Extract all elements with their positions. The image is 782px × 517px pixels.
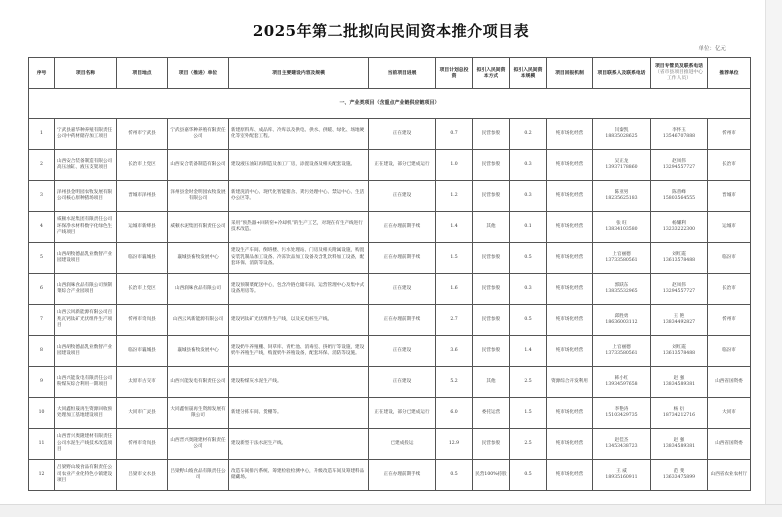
cell-investment: 1.2 bbox=[436, 181, 473, 212]
cell-method: 民营参股 bbox=[473, 305, 510, 336]
cell-seq: 4 bbox=[29, 212, 55, 243]
cell-manager bbox=[651, 305, 708, 336]
cell-name: 威顿水泥集团有限责任公司环保净水材料数字化绿色生产线项目 bbox=[55, 212, 117, 243]
cell-progress: 正在建设 bbox=[369, 274, 436, 305]
cell-return: 纯市场化经营 bbox=[547, 212, 593, 243]
cell-progress: 正在办理前期手续 bbox=[369, 305, 436, 336]
cell-scale: 1.4 bbox=[510, 336, 547, 367]
cell-content: 建设液压油缸再制造及加工厂房，添置设备及相关配套设施。 bbox=[229, 150, 369, 181]
cell-owner: 山西兴能发电有限责任公司 bbox=[168, 367, 229, 398]
cell-owner: 山西安合装备制造有限公司 bbox=[168, 150, 229, 181]
cell-location: 晋城市泽州县 bbox=[117, 181, 168, 212]
cell-location: 太原市古交市 bbox=[117, 367, 168, 398]
cell-location: 忻州市奇岚县 bbox=[117, 429, 168, 460]
table-row bbox=[29, 243, 751, 274]
manager-name: 杨耀利 bbox=[672, 220, 686, 226]
contact-phone: 13835532965 bbox=[605, 289, 638, 294]
cell-investment: 1.4 bbox=[436, 212, 473, 243]
cell-method: 民营参股 bbox=[473, 150, 510, 181]
cell-manager bbox=[651, 274, 708, 305]
contact-phone: 13733580561 bbox=[605, 258, 638, 263]
cell-progress: 正在建设 bbox=[369, 336, 436, 367]
cell-owner: 山西晋兴奥隆建材有限责任公司 bbox=[168, 429, 229, 460]
contact-phone: 15103429735 bbox=[605, 413, 638, 418]
cell-seq: 1 bbox=[29, 119, 55, 150]
cell-progress: 正在建设 bbox=[369, 119, 436, 150]
cell-progress: 正在建设，部分已建成运行 bbox=[369, 398, 436, 429]
manager-phone: 13834492827 bbox=[662, 320, 696, 325]
header-recommender: 推荐单位 bbox=[708, 58, 751, 89]
header-seq: 序号 bbox=[29, 58, 55, 89]
cell-contact bbox=[593, 243, 651, 274]
cell-method: 民营参股 bbox=[473, 429, 510, 460]
contact-name: 上官丽德 bbox=[612, 251, 631, 257]
cell-contact bbox=[593, 398, 651, 429]
contact-name: 上官丽德 bbox=[612, 344, 631, 350]
cell-contact bbox=[593, 274, 651, 305]
contact-name: 吴正龙 bbox=[614, 158, 629, 164]
cell-name: 山西润味食品有限公司预制菜综合产业园项目 bbox=[55, 274, 117, 305]
section-row bbox=[29, 89, 751, 119]
cell-manager bbox=[651, 243, 708, 274]
contact-name: 韩小红 bbox=[614, 375, 629, 381]
contact-phone: 18835028625 bbox=[605, 134, 638, 139]
manager-phone: 13294557727 bbox=[662, 165, 696, 170]
cell-contact bbox=[593, 305, 651, 336]
cell-recommender: 运城市 bbox=[708, 212, 751, 243]
cell-manager bbox=[651, 429, 708, 460]
cell-investment: 0.5 bbox=[436, 460, 473, 491]
cell-investment: 3.6 bbox=[436, 336, 473, 367]
cell-name: 宁武县嘉华种养殖有限责任公司中药材储存加工项目 bbox=[55, 119, 117, 150]
cell-recommender: 临汾市 bbox=[708, 243, 751, 274]
contact-phone: 18935160911 bbox=[605, 475, 638, 480]
cell-investment: 5.2 bbox=[436, 367, 473, 398]
cell-manager bbox=[651, 460, 708, 491]
cell-return: 纯市场化经营 bbox=[547, 336, 593, 367]
cell-method: 民营100%持股 bbox=[473, 460, 510, 491]
manager-phone: 13834589381 bbox=[662, 382, 696, 387]
cell-content: 改造车间排污系统、筹建检验检测中心，升级改造车间及筹建料品储藏场。 bbox=[229, 460, 369, 491]
cell-progress: 已建成投运 bbox=[369, 429, 436, 460]
cell-owner: 吕梁野山坡食品有限责任公司 bbox=[168, 460, 229, 491]
table-row bbox=[29, 274, 751, 305]
contact-name: 王 威 bbox=[616, 468, 627, 474]
cell-seq: 6 bbox=[29, 274, 55, 305]
cell-owner: 泽州县金时金明园农牧发展有限公司 bbox=[168, 181, 229, 212]
manager-name: 李怀玉 bbox=[672, 127, 686, 133]
cell-owner: 襄城县畜牧发展中心 bbox=[168, 336, 229, 367]
cell-method: 委托运营 bbox=[473, 398, 510, 429]
header-location: 项目地点 bbox=[117, 58, 168, 89]
cell-scale: 2.5 bbox=[510, 429, 547, 460]
cell-recommender: 晋城市 bbox=[708, 181, 751, 212]
cell-content: 建设预制菜配送中心，包含冷链仓储车间、运营管理中心及集中式设备用房等。 bbox=[229, 274, 369, 305]
bottom-bar bbox=[0, 504, 782, 517]
cell-contact bbox=[593, 181, 651, 212]
cell-scale: 2.5 bbox=[510, 367, 547, 398]
cell-method: 其他 bbox=[473, 212, 510, 243]
cell-scale: 0.5 bbox=[510, 460, 547, 491]
manager-phone: 13633475899 bbox=[662, 475, 696, 480]
manager-name: 刘红霞 bbox=[672, 344, 686, 350]
cell-manager bbox=[651, 336, 708, 367]
table-row bbox=[29, 460, 751, 491]
manager-name: 赵 强 bbox=[673, 437, 685, 443]
cell-name: 山西晋兴奥隆建材有限责任公司水泥生产线技术改造项目 bbox=[55, 429, 117, 460]
cell-content: 新建分拣车间、货棚等。 bbox=[229, 398, 369, 429]
cell-method: 民营参股 bbox=[473, 336, 510, 367]
cell-owner: 山西润味食品有限公司 bbox=[168, 274, 229, 305]
cell-method: 民营参股 bbox=[473, 274, 510, 305]
table-row bbox=[29, 119, 751, 150]
cell-recommender: 大同市 bbox=[708, 398, 751, 429]
cell-return: 纯市场化经营 bbox=[547, 429, 593, 460]
cell-content: 建设粉煤灰水泥生产线。 bbox=[229, 367, 369, 398]
header-name: 项目名称 bbox=[55, 58, 117, 89]
manager-name: 赵凤伟 bbox=[672, 282, 686, 288]
contact-name: 李艳涛 bbox=[614, 406, 629, 412]
cell-investment: 1.6 bbox=[436, 274, 473, 305]
cell-scale: 0.5 bbox=[510, 243, 547, 274]
cell-seq: 8 bbox=[29, 336, 55, 367]
cell-scale: 0.3 bbox=[510, 274, 547, 305]
cell-manager bbox=[651, 150, 708, 181]
manager-name: 王 艳 bbox=[673, 313, 685, 319]
contact-phone: 13733580561 bbox=[605, 351, 638, 356]
cell-recommender: 忻州市 bbox=[708, 305, 751, 336]
header-manager-note: （省市县项目推进中心工作人员） bbox=[655, 69, 703, 82]
header-content: 项目主要建设内容及规模 bbox=[229, 58, 369, 89]
cell-progress: 正在办理前期手续 bbox=[369, 243, 436, 274]
manager-phone: 13613578488 bbox=[662, 258, 696, 263]
cell-return: 资源综合开发利用 bbox=[547, 367, 593, 398]
header-return: 项目回报机制 bbox=[547, 58, 593, 89]
table-row bbox=[29, 305, 751, 336]
cell-name: 山西兴能发电有限责任公司粉煤灰综合利用一期项目 bbox=[55, 367, 117, 398]
cell-location: 临汾市襄城县 bbox=[117, 243, 168, 274]
contact-phone: 13937178860 bbox=[605, 165, 638, 170]
cell-progress: 正在建设，部分已建成运行 bbox=[369, 150, 436, 181]
manager-name: 陈普峰 bbox=[672, 189, 686, 195]
cell-name: 山西云风新能源有限公司百兆瓦钙钛矿光伏组件生产项目 bbox=[55, 305, 117, 336]
cell-location: 吕梁市文水县 bbox=[117, 460, 168, 491]
cell-method: 民营参股 bbox=[473, 181, 510, 212]
contact-name: 赵佳杰 bbox=[614, 437, 629, 443]
contact-name: 张 旺 bbox=[616, 220, 627, 226]
header-manager-label: 项目专管员及联系电话 bbox=[655, 63, 703, 70]
cell-method: 其他 bbox=[473, 367, 510, 398]
manager-phone: 13613578488 bbox=[662, 351, 696, 356]
cell-recommender: 山西省农业农村厅 bbox=[708, 460, 751, 491]
table-row bbox=[29, 398, 751, 429]
manager-name: 范 斐 bbox=[673, 468, 685, 474]
cell-investment: 1.0 bbox=[436, 150, 473, 181]
cell-location: 长治市上党区 bbox=[117, 274, 168, 305]
table-row bbox=[29, 367, 751, 398]
table-row bbox=[29, 150, 751, 181]
cell-investment: 2.7 bbox=[436, 305, 473, 336]
cell-contact bbox=[593, 460, 651, 491]
cell-name: 山西安合装备制造有限公司高压油缸、液压支架项目 bbox=[55, 150, 117, 181]
unit-label: 单位：亿元 bbox=[698, 46, 726, 52]
cell-content: 建设新型干法水泥生产线。 bbox=[229, 429, 369, 460]
cell-recommender: 山西省国资委 bbox=[708, 367, 751, 398]
cell-return: 纯市场化经营 bbox=[547, 460, 593, 491]
cell-name: 山西胡牧德晶乳业数智产业园建设项目 bbox=[55, 243, 117, 274]
cell-location: 忻州市奇岚县 bbox=[117, 305, 168, 336]
section-title: 一、产业类项目（含重点产业链供应链项目） bbox=[29, 89, 751, 119]
cell-investment: 1.5 bbox=[436, 243, 473, 274]
header-manager bbox=[651, 58, 708, 89]
header-scale: 拟引入民间资本规模 bbox=[510, 58, 547, 89]
cell-content: 新建洗消中心、现代化智能猪舍、粪污处理中心、禁运中心、生活办公区等。 bbox=[229, 181, 369, 212]
cell-name: 大同鑫恒晟再生资源回收预处理加工基地建设项目 bbox=[55, 398, 117, 429]
cell-seq: 3 bbox=[29, 181, 55, 212]
manager-phone: 13546707888 bbox=[662, 134, 696, 139]
table-row bbox=[29, 336, 751, 367]
cell-seq: 11 bbox=[29, 429, 55, 460]
cell-seq: 10 bbox=[29, 398, 55, 429]
cell-return: 纯市场化经营 bbox=[547, 181, 593, 212]
cell-manager bbox=[651, 367, 708, 398]
cell-scale: 1.5 bbox=[510, 398, 547, 429]
cell-method: 民营参股 bbox=[473, 119, 510, 150]
contact-phone: 13834103580 bbox=[605, 227, 638, 232]
cell-seq: 7 bbox=[29, 305, 55, 336]
header-contact: 项目联系人及联系电话 bbox=[593, 58, 651, 89]
cell-return: 纯市场化经营 bbox=[547, 274, 593, 305]
contact-name: 郭跃东 bbox=[614, 282, 629, 288]
cell-return: 纯市场化经营 bbox=[547, 305, 593, 336]
table-row bbox=[29, 181, 751, 212]
manager-phone: 13294557727 bbox=[662, 289, 696, 294]
cell-content: 采用“预热器+回转窑+冷却机”的生产工艺，对现在有生产线进行技术改造。 bbox=[229, 212, 369, 243]
cell-progress: 正在建设 bbox=[369, 181, 436, 212]
cell-location: 长治市上党区 bbox=[117, 150, 168, 181]
contact-phone: 13934597658 bbox=[605, 382, 638, 387]
cell-recommender: 山西省国资委 bbox=[708, 429, 751, 460]
cell-name: 山西胡牧德晶乳业数智产业园建设项目 bbox=[55, 336, 117, 367]
cell-content: 建设钙钛矿光伏组件生产线，以及充电桩生产线。 bbox=[229, 305, 369, 336]
cell-investment: 6.0 bbox=[436, 398, 473, 429]
cell-scale: 0.3 bbox=[510, 181, 547, 212]
cell-owner: 襄城县畜牧发展中心 bbox=[168, 243, 229, 274]
cell-contact bbox=[593, 119, 651, 150]
manager-phone: 13233222300 bbox=[662, 227, 696, 232]
manager-phone: 18734212716 bbox=[662, 413, 696, 418]
contact-phone: 18235625183 bbox=[605, 196, 638, 201]
cell-scale: 0.3 bbox=[510, 150, 547, 181]
contact-name: 邱胜勇 bbox=[614, 313, 629, 319]
cell-return: 纯市场化经营 bbox=[547, 150, 593, 181]
cell-return: 纯市场化经营 bbox=[547, 119, 593, 150]
header-progress: 当前项目进展 bbox=[369, 58, 436, 89]
cell-manager bbox=[651, 181, 708, 212]
contact-phone: 13453438723 bbox=[605, 444, 638, 449]
manager-name: 赵 强 bbox=[673, 375, 685, 381]
table-row bbox=[29, 212, 751, 243]
cell-contact bbox=[593, 150, 651, 181]
cell-recommender: 长治市 bbox=[708, 150, 751, 181]
contact-name: 闫秦凯 bbox=[614, 127, 629, 133]
cell-return: 纯市场化经营 bbox=[547, 243, 593, 274]
cell-owner: 山西云风新能源有限公司 bbox=[168, 305, 229, 336]
cell-content: 建设奶牛养殖棚、饲草库、青贮池、消毒室、挤奶厅等设施，建设奶牛养殖生产线，购置奶牛养殖设备，配套环保、消防等设施。 bbox=[229, 336, 369, 367]
cell-scale: 0.5 bbox=[510, 305, 547, 336]
cell-scale: 0.2 bbox=[510, 119, 547, 150]
cell-owner: 宁武县嘉华种养殖有限责任公司 bbox=[168, 119, 229, 150]
cell-owner: 威顿水泥集团有限责任公司 bbox=[168, 212, 229, 243]
vertical-scrollbar[interactable] bbox=[765, 0, 782, 517]
header-investment: 项目计划总投资 bbox=[436, 58, 473, 89]
header-method: 拟引入民间资本方式 bbox=[473, 58, 510, 89]
cell-seq: 12 bbox=[29, 460, 55, 491]
cell-location: 大同市广灵县 bbox=[117, 398, 168, 429]
cell-location: 忻州市宁武县 bbox=[117, 119, 168, 150]
cell-progress: 正在建设 bbox=[369, 367, 436, 398]
cell-recommender: 长治市 bbox=[708, 274, 751, 305]
page-title: 2025年第二批拟向民间资本推介项目表 bbox=[252, 22, 530, 40]
manager-name: 杨 衍 bbox=[673, 406, 685, 412]
cell-investment: 12.9 bbox=[436, 429, 473, 460]
manager-name: 刘红霞 bbox=[672, 251, 686, 257]
manager-name: 赵凤伟 bbox=[672, 158, 686, 164]
cell-name: 泽州县金明园农牧发展有限公司核心原种猪场项目 bbox=[55, 181, 117, 212]
cell-name: 吕梁野山坡食品有限责任公司农业产业化特色小镇建设项目 bbox=[55, 460, 117, 491]
cell-seq: 2 bbox=[29, 150, 55, 181]
cell-manager bbox=[651, 398, 708, 429]
manager-phone: 13834589381 bbox=[662, 444, 696, 449]
manager-phone: 15803564555 bbox=[662, 196, 696, 201]
cell-investment: 0.7 bbox=[436, 119, 473, 150]
table-row bbox=[29, 429, 751, 460]
cell-content: 新建原料库、成品库、冷库以及供电、供水、供暖、绿化、场地硬化等室外配套工程。 bbox=[229, 119, 369, 150]
cell-return: 纯市场化经营 bbox=[547, 398, 593, 429]
cell-contact bbox=[593, 212, 651, 243]
cell-progress: 正在办理前期手续 bbox=[369, 460, 436, 491]
cell-location: 运城市新绛县 bbox=[117, 212, 168, 243]
cell-progress: 正在办理前期手续 bbox=[369, 212, 436, 243]
cell-scale: 0.1 bbox=[510, 212, 547, 243]
contact-phone: 18636003112 bbox=[605, 320, 638, 325]
cell-method: 民营参股 bbox=[473, 243, 510, 274]
cell-recommender: 临汾市 bbox=[708, 336, 751, 367]
table-header-row bbox=[29, 58, 751, 89]
project-table bbox=[28, 57, 751, 491]
cell-owner: 大同鑫恒晟再生资源发展有限公司 bbox=[168, 398, 229, 429]
cell-contact bbox=[593, 367, 651, 398]
cell-location: 临汾市襄城县 bbox=[117, 336, 168, 367]
contact-name: 陈亚男 bbox=[614, 189, 629, 195]
cell-recommender: 忻州市 bbox=[708, 119, 751, 150]
cell-contact bbox=[593, 429, 651, 460]
cell-contact bbox=[593, 336, 651, 367]
cell-seq: 9 bbox=[29, 367, 55, 398]
header-owner: 项目（推进）单位 bbox=[168, 58, 229, 89]
cell-content: 建设生产车间、倒班楼、污水处理站、门房及相关附属设施，购置安装乳制品加工设备、冷冻饮品加工设备及含乳饮料加工设备，配套环保、消防等设备。 bbox=[229, 243, 369, 274]
cell-manager bbox=[651, 119, 708, 150]
cell-manager bbox=[651, 212, 708, 243]
cell-seq: 5 bbox=[29, 243, 55, 274]
